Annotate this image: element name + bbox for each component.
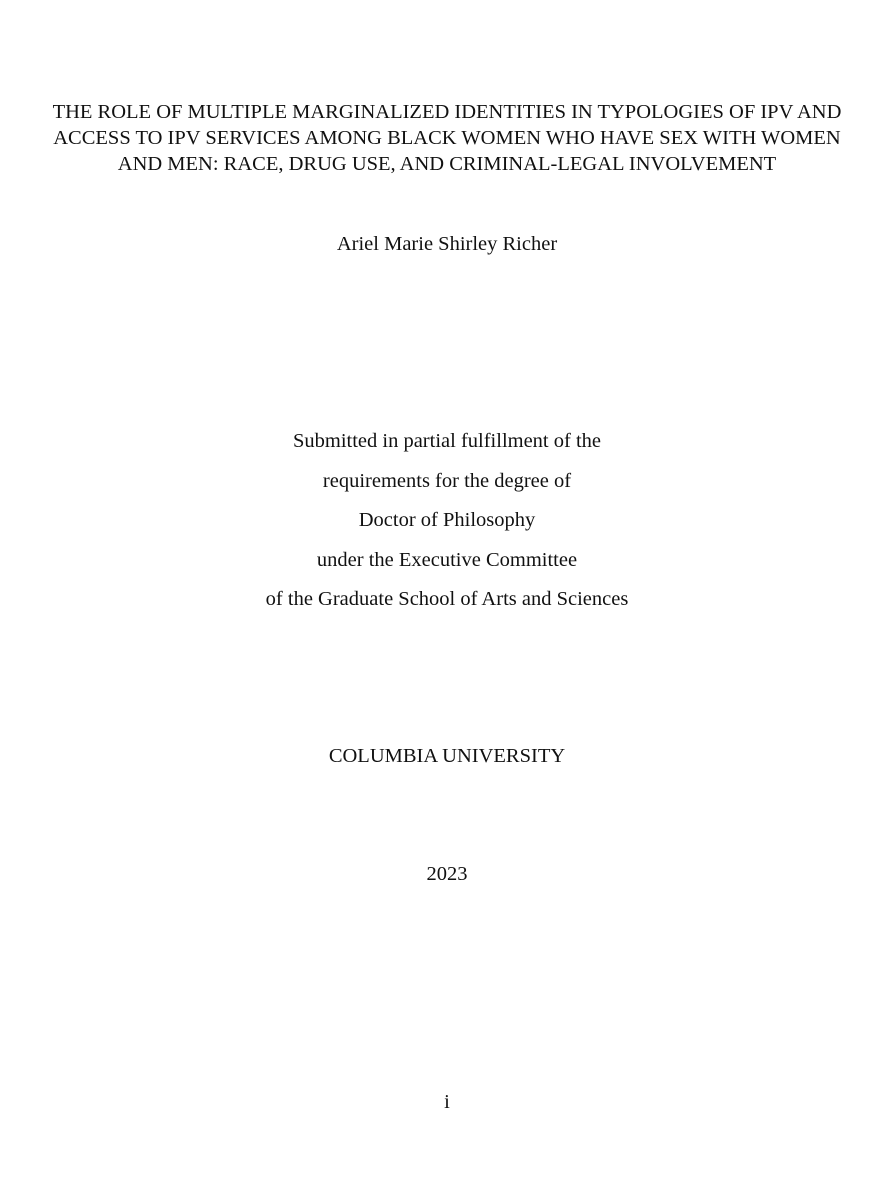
- university-name: COLUMBIA UNIVERSITY: [328, 745, 566, 767]
- degree-statement-line: requirements for the degree of: [322, 469, 572, 492]
- dissertation-title: [0, 99, 894, 177]
- submission-year: 2023: [426, 863, 468, 885]
- title-line: AND MEN: RACE, DRUG USE, AND CRIMINAL-LEGAL INVOLVEMENT: [117, 153, 777, 175]
- degree-statement-line: of the Graduate School of Arts and Sciences: [265, 588, 629, 610]
- title-line: THE ROLE OF MULTIPLE MARGINALIZED IDENTITIES IN TYPOLOGIES OF IPV AND: [52, 101, 842, 123]
- degree-statement-line: under the Executive Committee: [316, 548, 578, 571]
- page-number: i: [444, 1091, 450, 1113]
- author-name: Ariel Marie Shirley Richer: [336, 233, 558, 255]
- degree-statement-line: Submitted in partial fulfillment of the: [292, 430, 601, 452]
- degree-statement: [0, 428, 894, 626]
- degree-statement-line: Doctor of Philosophy: [358, 509, 536, 531]
- title-line: ACCESS TO IPV SERVICES AMONG BLACK WOMEN WHO HAVE SEX WITH WOMEN: [53, 127, 841, 149]
